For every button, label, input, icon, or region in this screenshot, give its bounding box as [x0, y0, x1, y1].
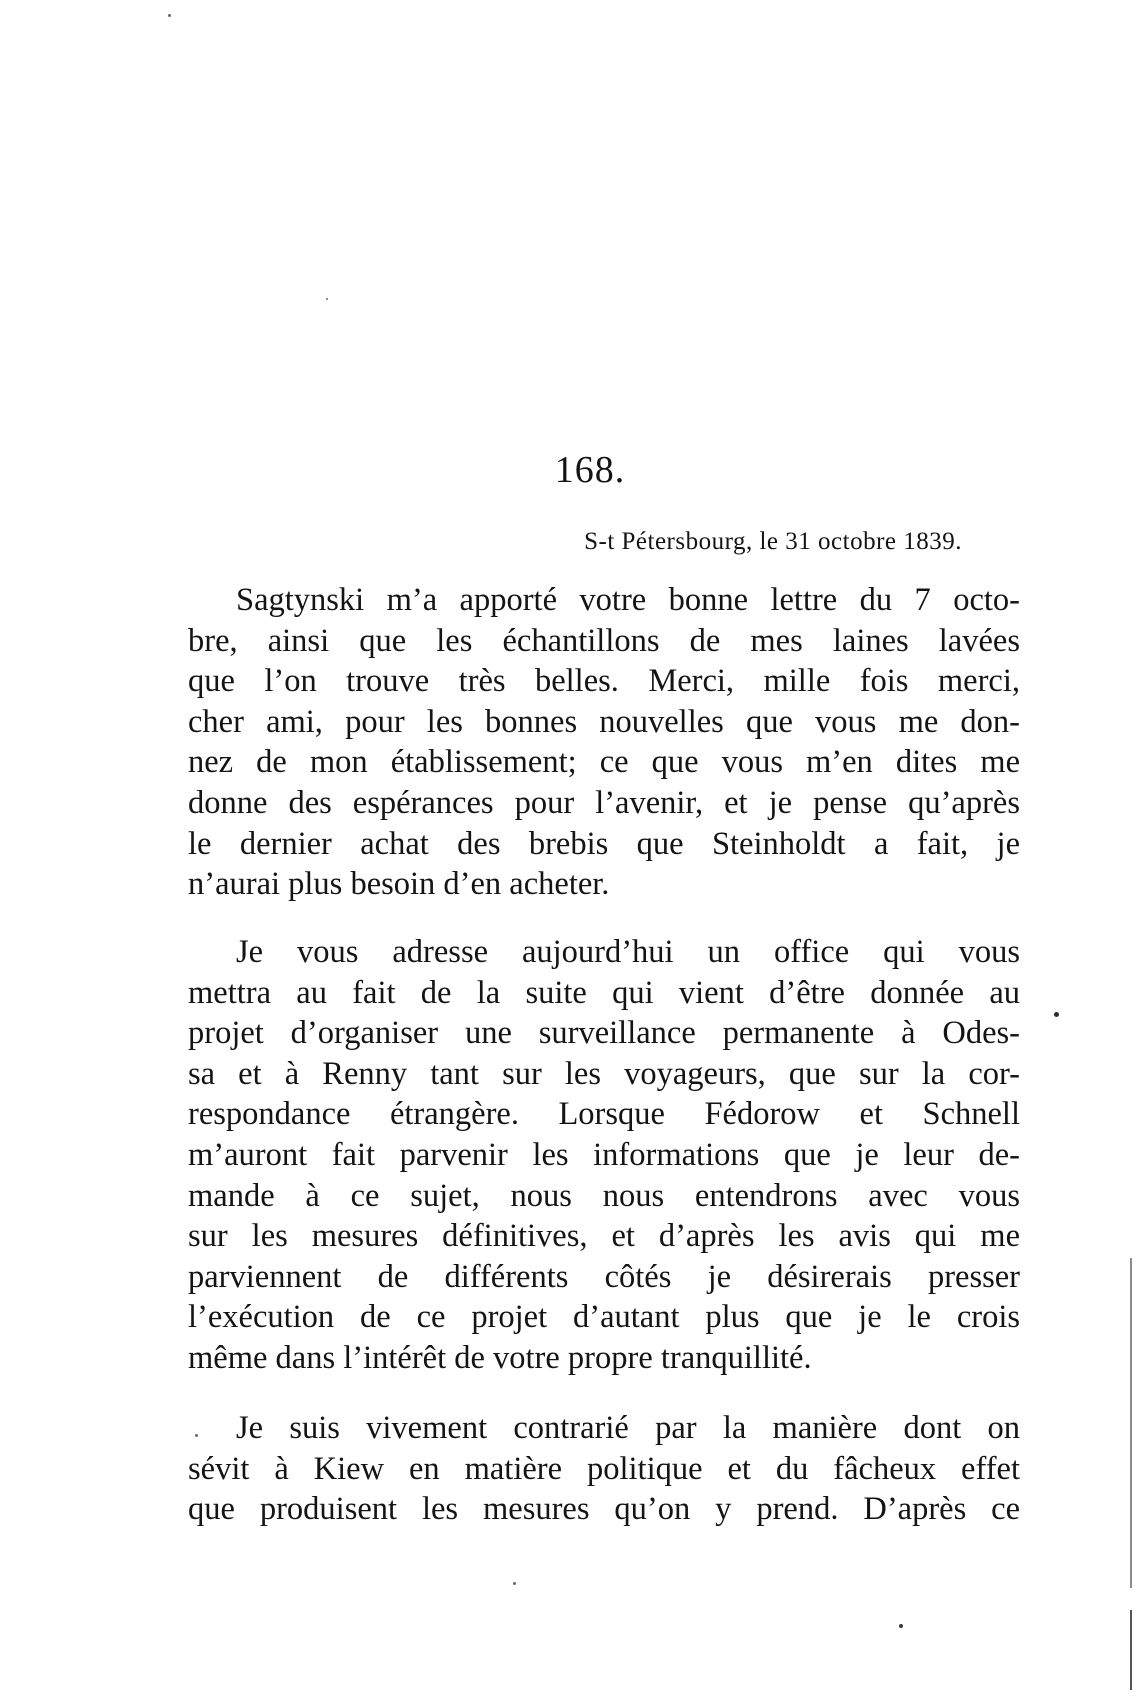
paragraph-3 [188, 1408, 1020, 1530]
text-line: parviennent de différents côtés je désirerais presser [188, 1258, 1020, 1295]
scan-speck [168, 14, 171, 17]
paragraph-1 [188, 580, 1020, 905]
text-line: même dans l’intérêt de votre propre tranquillité. [188, 1339, 812, 1376]
text-line: Je vous adresse aujourd’hui un office qui vous [236, 934, 1020, 970]
page-edge-line [1130, 1258, 1132, 1588]
text-line: sévit à Kiew en matière politique et du fâcheux effet [188, 1450, 1020, 1487]
text-line: respondance étrangère. Lorsque Fédorow et Schnell [188, 1096, 1020, 1133]
dateline: S-t Pétersbourg, le 31 octobre 1839. [584, 528, 962, 555]
scan-speck [899, 1624, 903, 1628]
paragraph-2 [188, 932, 1020, 1379]
text-line: Je suis vivement contrarié par la manière dont on [236, 1410, 1020, 1446]
text-line: mettra au fait de la suite qui vient d’être donnée au [188, 974, 1020, 1011]
text-line: projet d’organiser une surveillance permanente à Odes- [188, 1015, 1020, 1052]
text-line: que l’on trouve très belles. Merci, mille fois merci, [188, 663, 1020, 700]
text-line: cher ami, pour les bonnes nouvelles que vous me don- [188, 703, 1020, 740]
text-line: sa et à Renny tant sur les voyageurs, que sur la cor- [188, 1055, 1020, 1092]
scan-speck [513, 1582, 516, 1585]
text-line: donne des espérances pour l’avenir, et je pense qu’après [188, 784, 1020, 821]
text-line: nez de mon établissement; ce que vous m’en dites me [188, 744, 1020, 781]
scan-speck [195, 1434, 198, 1437]
text-line: Sagtynski m’a apporté votre bonne lettre du 7 octo- [236, 582, 1020, 618]
text-line: m’auront fait parvenir les informations que je leur de- [188, 1136, 1020, 1173]
text-line: n’aurai plus besoin d’en acheter. [188, 866, 610, 903]
scan-speck [326, 298, 328, 300]
page-edge-line [1130, 1610, 1132, 1690]
text-line: que produisent les mesures qu’on y prend. D’après ce [188, 1491, 1020, 1528]
text-line: l’exécution de ce projet d’autant plus que je le crois [188, 1299, 1020, 1336]
text-line: le dernier achat des brebis que Steinholdt a fait, je [188, 825, 1020, 862]
letter-number: 168. [554, 449, 626, 491]
scan-speck [1054, 1012, 1059, 1017]
text-line: bre, ainsi que les échantillons de mes laines lavées [188, 622, 1020, 659]
text-line: mande à ce sujet, nous nous entendrons avec vous [188, 1177, 1020, 1214]
text-line: sur les mesures définitives, et d’après les avis qui me [188, 1218, 1020, 1255]
